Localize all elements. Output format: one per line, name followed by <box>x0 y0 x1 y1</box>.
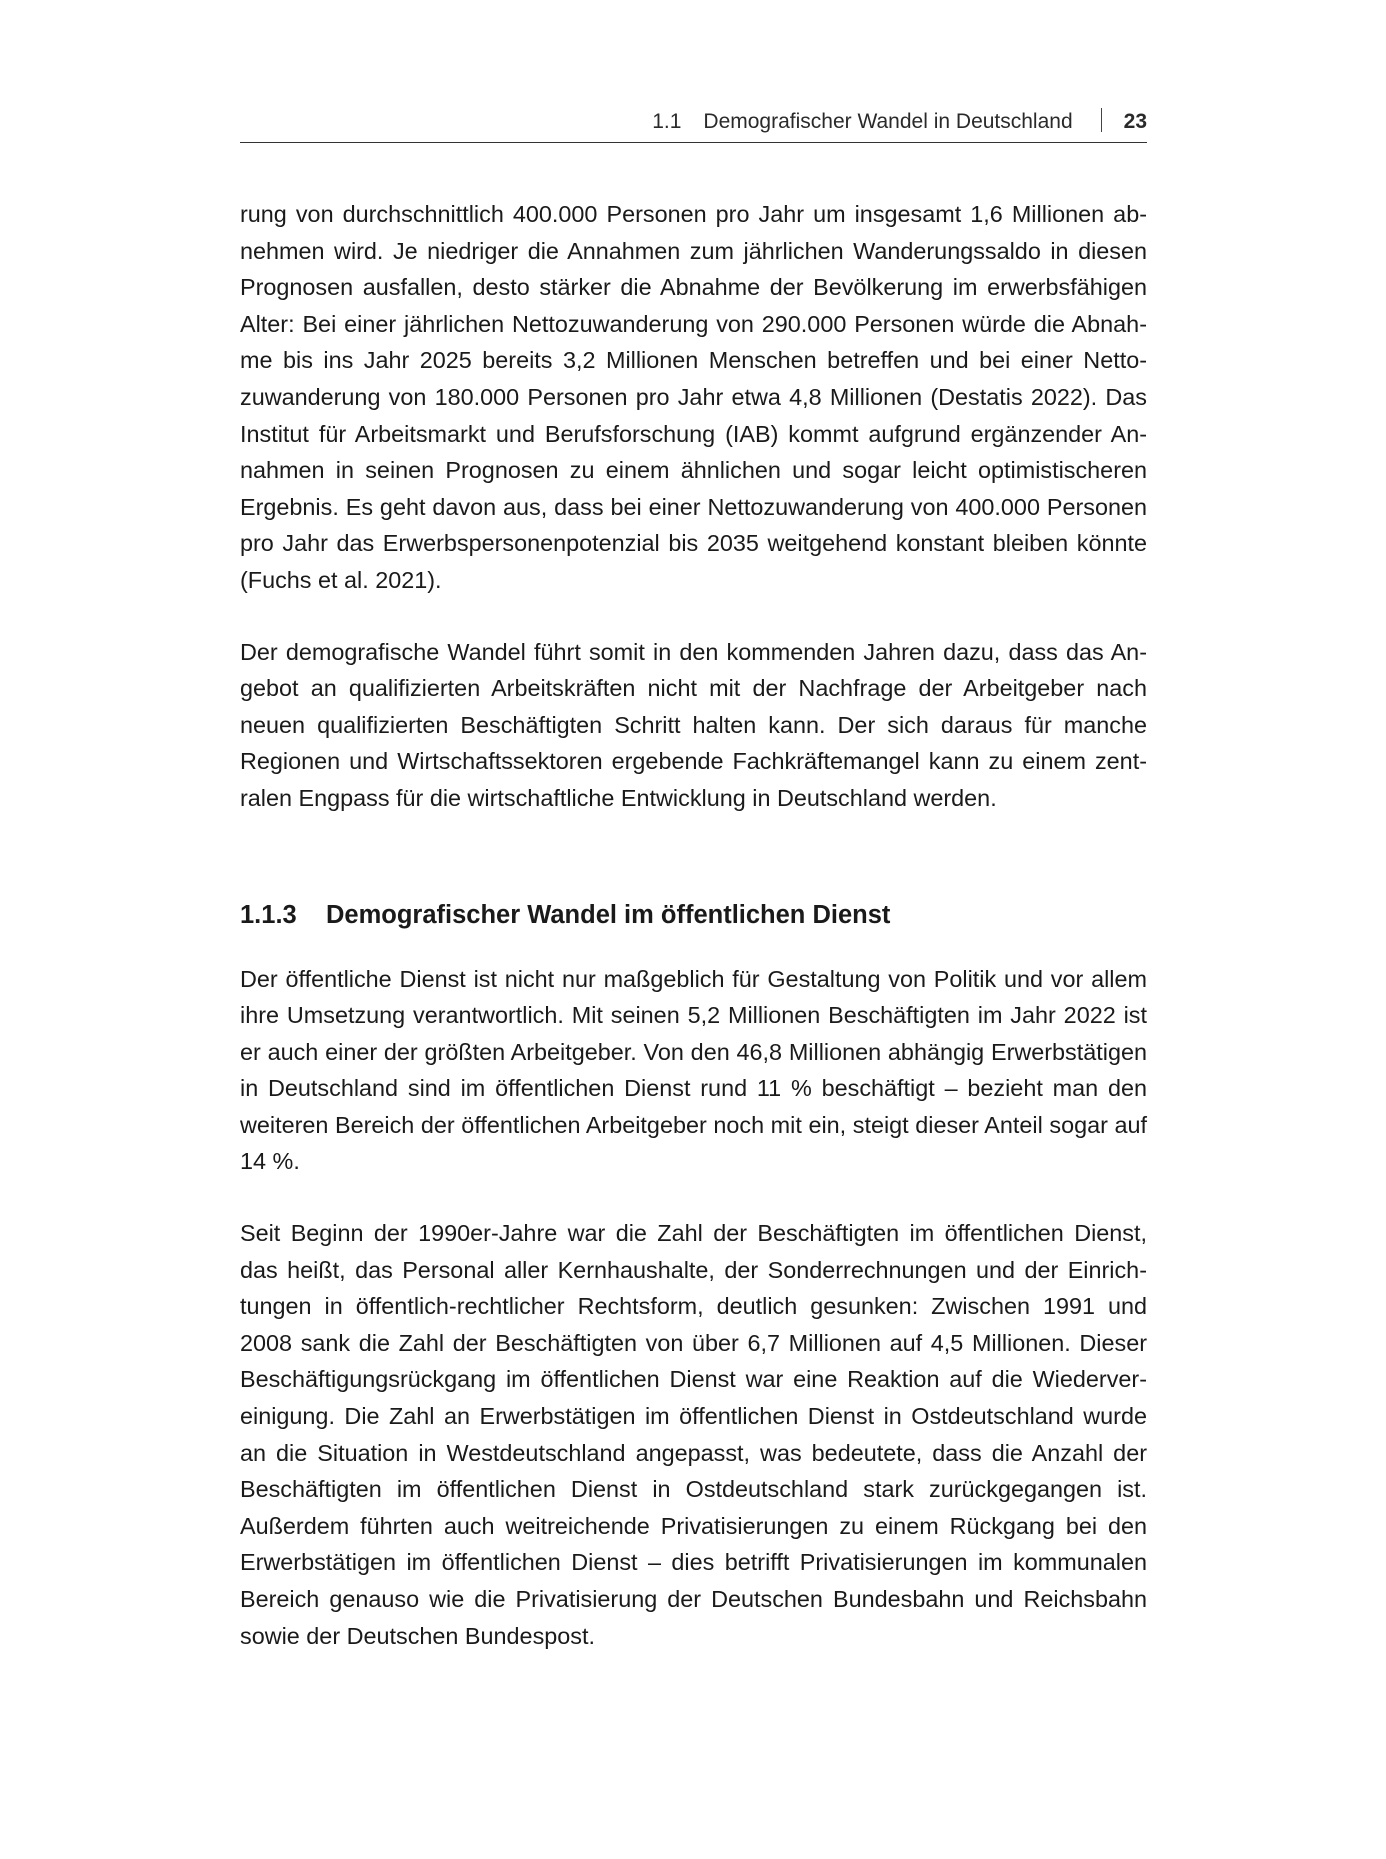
heading-spacer <box>240 817 1147 897</box>
page-number: 23 <box>1123 110 1147 133</box>
header-section-title: Demografischer Wandel in Deutschland <box>703 110 1073 133</box>
body-paragraph: Der öffentliche Dienst ist nicht nur maßgeblich für Gestaltung von Politik und vor allem ihre Umsetzung verantwortlich. Mit seinen 5,2 Millionen Beschäftigten im Jahr 2022 ist er auch einer der größten Arbeitgeber. Von den 46,8 Millionen abhängig Erwerbstätigen in Deutschland sind im öffentlichen Dienst rund 11 % beschäftigt – bezieht man den weiteren Bereich der öffentlichen Arbeitgeber noch mit ein, steigt dieser Anteil sogar auf 14 %. <box>240 965 1147 1175</box>
paragraph-spacer <box>240 599 1147 634</box>
section-number: 1.1.3 <box>240 900 297 929</box>
heading-spacer <box>240 933 1147 961</box>
running-header <box>240 104 1147 143</box>
body-paragraph: Seit Beginn der 1990er-Jahre war die Zahl der Beschäftigten im öffentlichen Dienst, das heißt, das Personal aller Kernhaushalte, der Sonderrechnungen und der Einrichtungen in öffentlich-rechtlicher Rechtsform, deutlich gesunken: Zwischen 1991 und 2008 sank die Zahl der Beschäftigten von über 6,7 Millionen auf 4,5 Millionen. Dieser Beschäftigungsrückgang im öffentlichen Dienst war eine Reaktion auf die Wiedervereinigung. Die Zahl an Erwerbstätigen im öffentlichen Dienst in Ostdeutschland wurde an die Situation in Westdeutschland angepasst, was bedeutete, dass die Anzahl der Beschäftigten im öffentlichen Dienst in Ostdeutschland stark zurückgegangen ist. Außerdem führten auch weitreichende Privatisierungen zu einem Rückgang bei den Erwerbstätigen im öffentlichen Dienst – dies betrifft Privatisierungen im kommunalen Bereich genauso wie die Privatisierung der Deutschen Bundesbahn und Reichsbahn sowie der Deutschen Bundespost. <box>240 1220 1147 1649</box>
header-section-number: 1.1 <box>652 110 682 133</box>
header-separator <box>1101 108 1102 132</box>
body-paragraph: Der demografische Wandel führt somit in den kommenden Jahren dazu, dass das Angebot an qualifizierten Arbeitskräften nicht mit der Nachfrage der Arbeitgeber nach neuen qualifizierten Beschäftigten Schritt halten kann. Der sich daraus für manche Regionen und Wirtschaftssektoren ergebende Fachkräftemangel kann zu einem zentralen Engpass für die wirtschaftliche Entwicklung in Deutschland werden. <box>240 638 1147 811</box>
body-paragraph: rung von durchschnittlich 400.000 Personen pro Jahr um insgesamt 1,6 Millionen abnehmen wird. Je niedriger die Annahmen zum jährlichen Wanderungssaldo in diesen Prognosen ausfallen, desto stärker die Abnahme der Bevölkerung im erwerbsfähigen Alter: Bei einer jährlichen Nettozuwanderung von 290.000 Personen würde die Abnahme bis ins Jahr 2025 bereits 3,2 Millionen Menschen betreffen und bei einer Nettozuwanderung von 180.000 Personen pro Jahr etwa 4,8 Millionen (Destatis 2022). Das Institut für Arbeitsmarkt und Berufsforschung (IAB) kommt aufgrund ergänzender Annahmen in seinen Prognosen zu einem ähnlichen und sogar leicht optimistischeren Ergebnis. Es geht davon aus, dass bei einer Nettozuwanderung von 400.000 Personen pro Jahr das Erwerbspersonenpotenzial bis 2035 weitgehend konstant bleiben könnte (Fuchs et al. 2021). <box>240 201 1147 593</box>
paragraph-spacer <box>240 1180 1147 1215</box>
page-body <box>240 196 1147 1654</box>
section-heading <box>240 897 1147 933</box>
running-header-content <box>652 108 1147 134</box>
section-title: Demografischer Wandel im öffentlichen Dienst <box>326 900 891 929</box>
